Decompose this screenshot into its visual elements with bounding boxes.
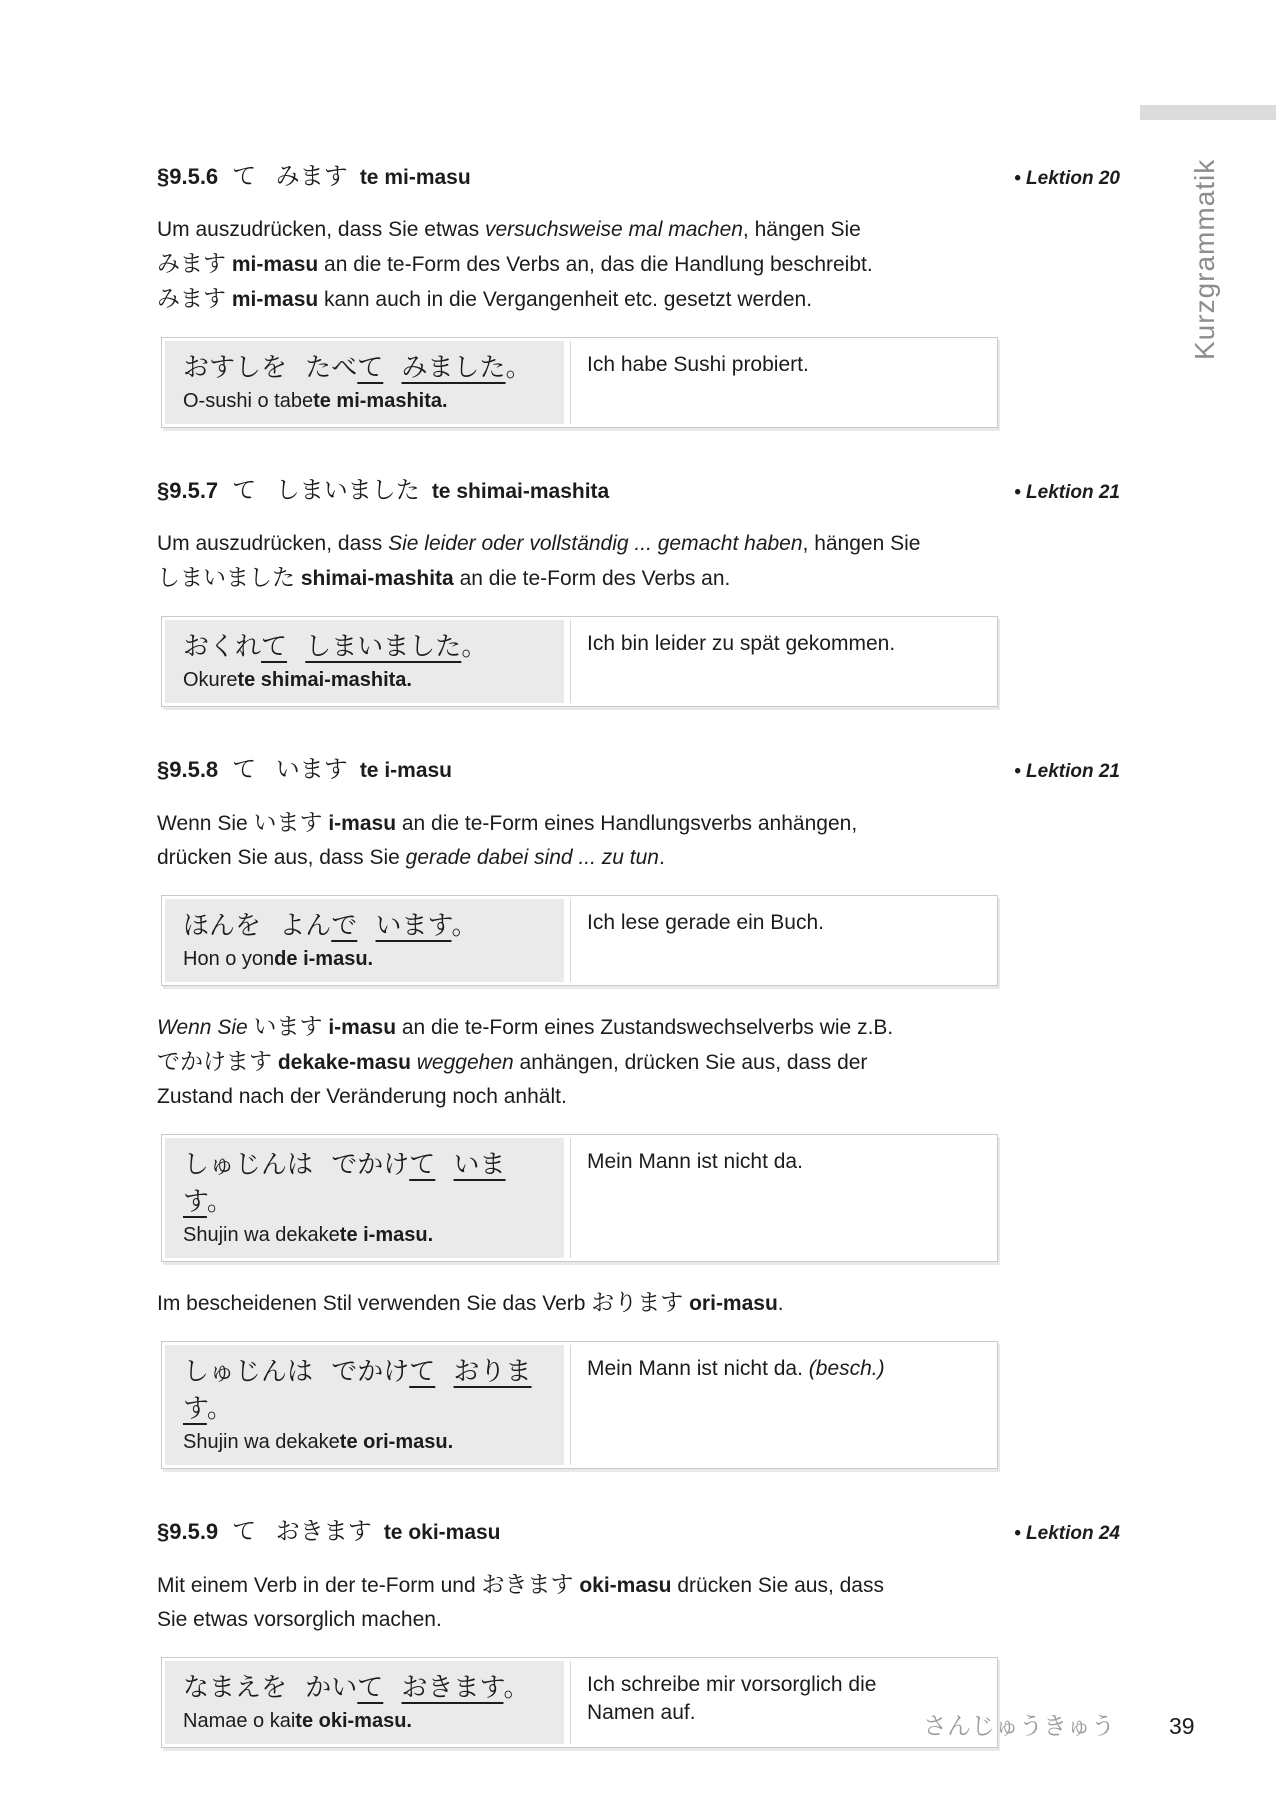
text-run: te oki-masu. [295,1710,412,1732]
japanese-text-run: みました [401,353,506,383]
japanese-text-run: みます [157,286,226,312]
text-run: dekake-masu [277,1051,411,1074]
text-run: mi-masu [231,288,319,311]
text-run: te i-masu. [339,1224,434,1246]
japanese-text-run: 。 [206,1394,233,1424]
example-japanese [183,1146,550,1220]
heading-japanese: て みます [232,162,348,190]
section-title [157,749,452,784]
example-translation [570,620,994,703]
japanese-text-run: て [261,632,288,662]
japanese-text-run: て [409,1150,436,1180]
text-run: drücken Sie aus, dass Sie [157,846,406,869]
heading-japanese: て います [232,755,348,783]
example-japanese [183,349,550,386]
text-run: Um auszudrücken, dass [157,532,389,555]
japanese-text-run: 。 [503,1673,530,1703]
grammar-paragraph [157,1568,1120,1637]
japanese-text-run: 。 [505,353,532,383]
text-run: de i-masu. [274,948,374,970]
lektion-reference: • Lektion 21 [1014,761,1120,782]
text-run: drücken Sie aus, dass [671,1574,884,1597]
japanese-text-run: おきます [401,1673,504,1703]
text-run: an die te-Form des Verbs an. [453,567,731,590]
text-run: Um auszudrücken, dass Sie etwas [157,218,485,241]
text-run: Namae o kai [183,1710,296,1732]
japanese-text-run [357,911,375,941]
japanese-text-run: います [375,911,452,941]
example-box [161,616,998,707]
text-run: Namen auf. [587,1701,696,1724]
text-run: Sie etwas vorsorglich machen. [157,1608,442,1631]
text-run: Mit einem Verb in der te-Form und [157,1574,482,1597]
japanese-text-run: います [183,1150,506,1217]
japanese-text-run: います [253,810,323,836]
grammar-paragraph [157,1010,1120,1114]
text-run: Mein Mann ist nicht da. [587,1150,803,1173]
text-run: , hängen Sie [802,532,921,555]
japanese-text-run: で [331,911,358,941]
text-run: Zustand nach der Veränderung noch anhält. [157,1085,567,1108]
example-box [161,895,998,986]
text-run: Hon o yon [183,948,275,970]
example-translation [570,1345,994,1465]
japanese-text-run [287,632,305,662]
example-japanese [183,628,550,665]
japanese-text-run: おすしを たべ [183,353,358,383]
japanese-text-run: しまいました [305,632,462,662]
japanese-text-run: おきます [481,1572,574,1598]
grammar-section-9-5-6 [157,156,1120,428]
section-mark: §9.5.7 [157,478,219,503]
text-run: ori-masu [689,1292,778,1315]
japanese-text-run: 。 [461,632,488,662]
text-run: Ich lese gerade ein Buch. [587,911,824,934]
section-title [157,156,471,191]
section-heading [157,749,1120,784]
text-run: mi-masu [231,253,319,276]
grammar-section-9-5-7 [157,470,1120,707]
example-box [161,337,998,428]
text-run: Ich schreibe mir vorsorglich die [587,1673,877,1696]
japanese-text-run [435,1357,453,1387]
text-run: Sie leider oder vollständig ... gemacht haben [388,532,803,555]
grammar-section-9-5-8 [157,749,1120,1469]
example-romaji [183,946,550,972]
text-run: an die te-Form eines Zustandswechselverbs wie z.B. [396,1016,894,1039]
text-run: versuchsweise mal machen [484,218,743,241]
chapter-tab-bar [1140,105,1276,120]
grammar-paragraph [157,213,1120,317]
heading-romaji: te shimai-mashita [431,480,610,503]
text-run: . [658,846,665,869]
page-footer [157,1706,1197,1741]
japanese-text-run: おります [183,1357,532,1424]
text-run: Wenn Sie [157,1016,254,1039]
section-title [157,1511,501,1546]
section-title [157,470,609,505]
text-run: te mi-mashita. [313,390,448,412]
example-translation [570,899,994,982]
example-romaji [183,1222,550,1248]
section-heading [157,156,1120,191]
example-translation [570,1138,994,1258]
japanese-text-run: 。 [451,911,478,941]
text-run: Shujin wa dekake [183,1431,340,1453]
text-run: te ori-masu. [339,1431,454,1453]
example-japanese-cell [165,341,564,424]
lektion-reference: • Lektion 24 [1014,1523,1120,1544]
text-run: Wenn Sie [157,812,254,835]
japanese-text-run: ほんを よん [183,911,332,941]
text-run: an die te-Form eines Handlungsverbs anhängen, [396,812,858,835]
text-run: an die te-Form des Verbs an, das die Handlung beschreibt. [318,253,873,276]
text-run: te shimai-mashita. [237,669,412,691]
japanese-text-run: でかけます [157,1049,272,1075]
example-translation [570,341,994,424]
section-heading [157,470,1120,505]
example-japanese-cell [165,1138,564,1258]
example-romaji [183,667,550,693]
text-run: Mein Mann ist nicht da. [587,1357,809,1380]
text-run: shimai-mashita [300,567,454,590]
japanese-text-run: しゅじんは でかけ [183,1150,410,1180]
grammar-paragraph [157,527,1120,596]
japanese-text-run: みます [157,251,226,277]
example-romaji [183,1429,550,1455]
japanese-text-run: しゅじんは でかけ [183,1357,410,1387]
footer-page-number: 39 [1169,1713,1195,1739]
japanese-text-run: て [409,1357,436,1387]
text-run: Im bescheidenen Stil verwenden Sie das Verb [157,1292,592,1315]
example-japanese-cell [165,620,564,703]
example-japanese [183,1669,550,1706]
japanese-text-run [383,1673,401,1703]
japanese-text-run: しまいました [157,565,295,591]
japanese-text-run: おくれ [183,632,262,662]
text-run: kann auch in die Vergangenheit etc. gesetzt werden. [318,288,813,311]
example-japanese [183,907,550,944]
text-run: . [777,1292,784,1315]
heading-japanese: て しまいました [232,476,420,504]
japanese-text-run: て [357,1673,384,1703]
section-mark: §9.5.6 [157,164,219,189]
japanese-text-run: 。 [206,1187,233,1217]
grammar-paragraph [157,806,1120,875]
text-run: weggehen [416,1051,514,1074]
japanese-text-run [383,353,401,383]
text-run: Ich bin leider zu spät gekommen. [587,632,896,655]
heading-romaji: te mi-masu [359,166,471,189]
sidebar-vertical-label: Kurzgrammatik [1189,158,1220,360]
text-run: Ich habe Sushi probiert. [587,353,809,376]
text-run: Okure [183,669,238,691]
text-run: i-masu [328,812,397,835]
text-run: gerade dabei sind ... zu tun [405,846,659,869]
japanese-text-run: います [253,1014,323,1040]
example-box [161,1134,998,1262]
example-japanese [183,1353,550,1427]
section-mark: §9.5.8 [157,757,219,782]
heading-japanese: て おきます [232,1517,372,1545]
lektion-reference: • Lektion 21 [1014,482,1120,503]
heading-romaji: te oki-masu [383,1521,501,1544]
text-run: i-masu [328,1016,397,1039]
japanese-text-run [435,1150,453,1180]
grammar-paragraph [157,1286,1120,1321]
text-run: oki-masu [579,1574,672,1597]
section-heading [157,1511,1120,1546]
text-run: , hängen Sie [742,218,861,241]
lektion-reference: • Lektion 20 [1014,168,1120,189]
text-run: anhängen, drücken Sie aus, dass der [513,1051,868,1074]
footer-page-word-japanese: さんじゅうきゅう [923,1712,1115,1740]
text-run: Shujin wa dekake [183,1224,340,1246]
japanese-text-run: おります [591,1290,684,1316]
example-box [161,1341,998,1469]
section-mark: §9.5.9 [157,1519,219,1544]
example-japanese-cell [165,899,564,982]
content [157,156,1120,1772]
example-romaji [183,388,550,414]
heading-romaji: te i-masu [359,759,453,782]
text-run: O-sushi o tabe [183,390,314,412]
japanese-text-run: なまえを かい [183,1673,358,1703]
japanese-text-run: て [357,353,384,383]
text-run: (besch.) [808,1357,885,1380]
example-japanese-cell [165,1345,564,1465]
